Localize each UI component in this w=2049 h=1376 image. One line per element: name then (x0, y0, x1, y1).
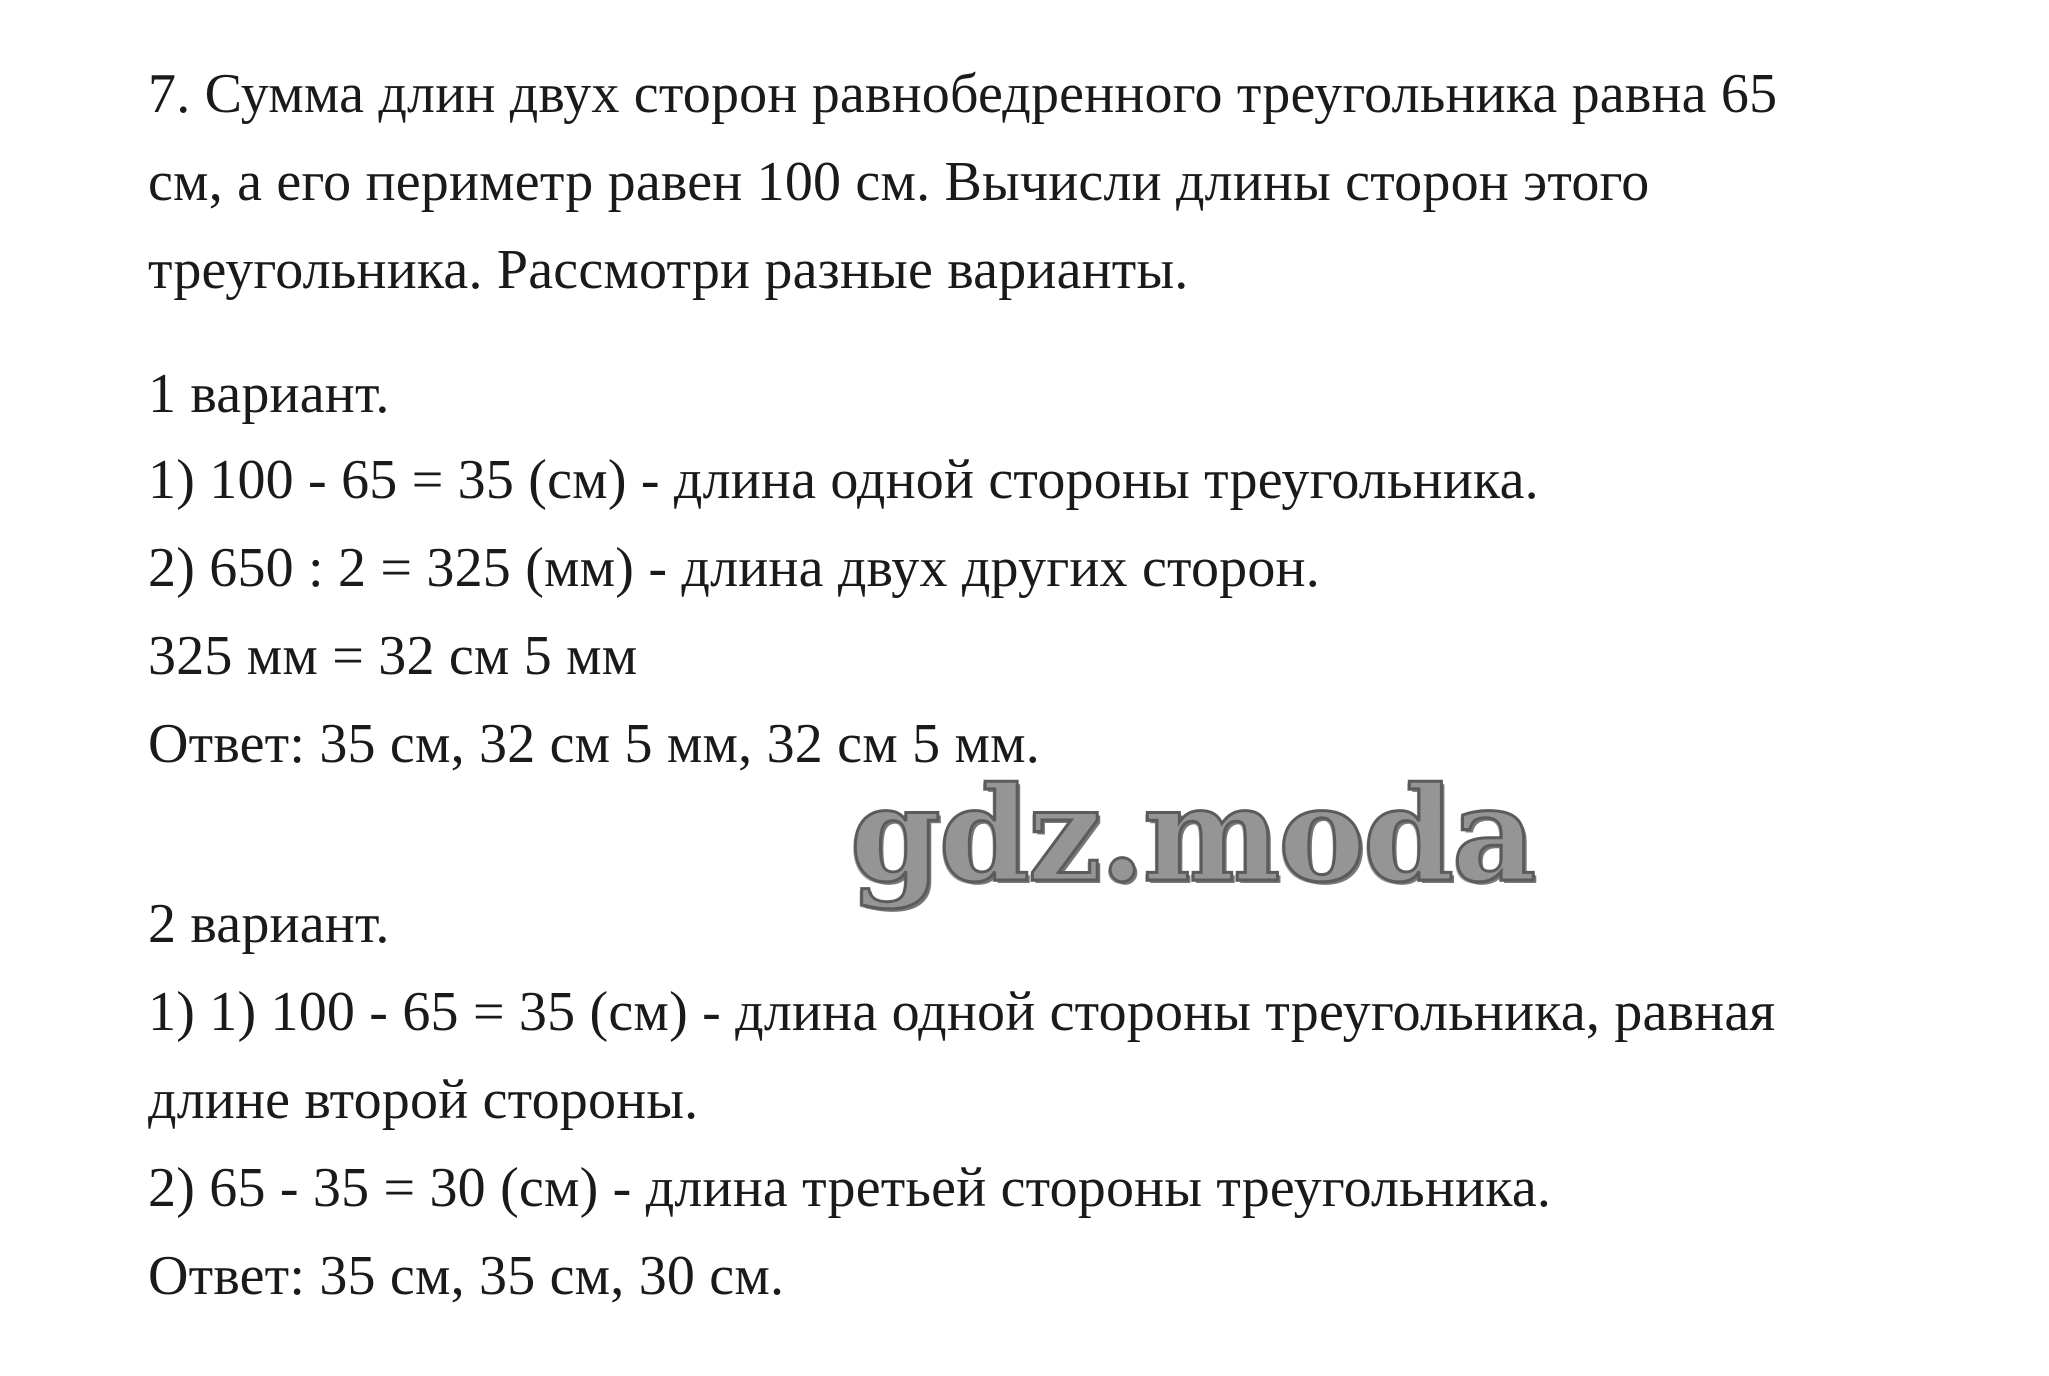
problem-text-line-2: см, а его периметр равен 100 см. Вычисли длины сторон этого (148, 151, 1650, 213)
variant-2-step-2: 2) 65 - 35 = 30 (см) - длина третьей стороны треугольника. (148, 1157, 1552, 1219)
variant-2-step-1-line-1: 1) 1) 100 - 65 = 35 (см) - длина одной стороны треугольника, равная (148, 981, 1776, 1043)
variant-2-step-1-line-2: длине второй стороны. (148, 1069, 699, 1131)
problem-text-line-1: 7. Сумма длин двух сторон равнобедренного треугольника равна 65 (148, 63, 1778, 125)
variant-2-answer: Ответ: 35 см, 35 см, 30 см. (148, 1245, 785, 1307)
variant-1-step-1: 1) 100 - 65 = 35 (см) - длина одной стороны треугольника. (148, 449, 1539, 511)
problem-text-line-3: треугольника. Рассмотри разные варианты. (148, 239, 1189, 301)
variant-1-conversion: 325 мм = 32 см 5 мм (148, 625, 638, 687)
variant-1-heading: 1 вариант. (148, 363, 390, 425)
variant-1-step-2: 2) 650 : 2 = 325 (мм) - длина двух других сторон. (148, 537, 1320, 599)
variant-1-answer: Ответ: 35 см, 32 см 5 мм, 32 см 5 мм. (148, 713, 1040, 775)
watermark-logo: gdz.moda (850, 758, 1535, 911)
variant-2-heading: 2 вариант. (148, 893, 390, 955)
